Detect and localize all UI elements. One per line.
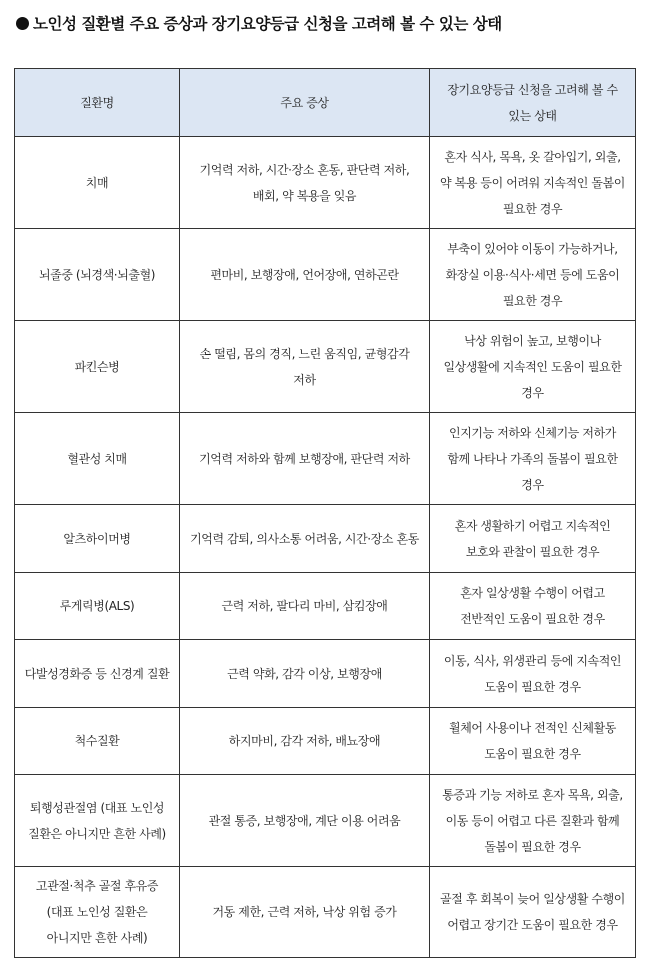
disease-name: 치매 [15, 137, 180, 229]
disease-name: 루게릭병(ALS) [15, 573, 180, 640]
table-row [15, 708, 636, 775]
main-symptoms: 기억력 감퇴, 의사소통 어려움, 시간·장소 혼동 [180, 505, 430, 573]
care-condition: 골절 후 회복이 늦어 일상생활 수행이 어렵고 장기간 도움이 필요한 경우 [430, 867, 636, 958]
main-symptoms: 손 떨림, 몸의 경직, 느린 움직임, 균형감각 저하 [180, 321, 430, 413]
disease-name: 파킨슨병 [15, 321, 180, 413]
table-row [15, 413, 636, 505]
table-row [15, 137, 636, 229]
table-row [15, 775, 636, 867]
main-symptoms: 거동 제한, 근력 저하, 낙상 위험 증가 [180, 867, 430, 958]
disease-name: 척수질환 [15, 708, 180, 775]
table-row [15, 867, 636, 958]
main-symptoms: 기억력 저하와 함께 보행장애, 판단력 저하 [180, 413, 430, 505]
main-symptoms: 기억력 저하, 시간·장소 혼동, 판단력 저하, 배회, 약 복용을 잊음 [180, 137, 430, 229]
disease-name: 다발성경화증 등 신경계 질환 [15, 640, 180, 708]
main-symptoms: 하지마비, 감각 저하, 배뇨장애 [180, 708, 430, 775]
care-condition: 이동, 식사, 위생관리 등에 지속적인 도움이 필요한 경우 [430, 640, 636, 708]
table-header-row [15, 69, 636, 137]
table-row [15, 321, 636, 413]
page-title-text: 노인성 질환별 주요 증상과 장기요양등급 신청을 고려해 볼 수 있는 상태 [33, 15, 502, 33]
page-title [16, 12, 502, 34]
care-condition: 인지기능 저하와 신체기능 저하가 함께 나타나 가족의 돌봄이 필요한 경우 [430, 413, 636, 505]
disease-table [14, 68, 636, 958]
care-condition: 혼자 식사, 목욕, 옷 갈아입기, 외출, 약 복용 등이 어려워 지속적인 돌봄이 필요한 경우 [430, 137, 636, 229]
table-row [15, 640, 636, 708]
header-symptoms: 주요 증상 [180, 69, 430, 137]
disease-name: 퇴행성관절염 (대표 노인성 질환은 아니지만 흔한 사례) [15, 775, 180, 867]
disease-name: 알츠하이머병 [15, 505, 180, 573]
main-symptoms: 관절 통증, 보행장애, 계단 이용 어려움 [180, 775, 430, 867]
bullet-icon [16, 17, 29, 30]
disease-name: 뇌졸중 (뇌경색·뇌출혈) [15, 229, 180, 321]
main-symptoms: 근력 약화, 감각 이상, 보행장애 [180, 640, 430, 708]
main-symptoms: 편마비, 보행장애, 언어장애, 연하곤란 [180, 229, 430, 321]
care-condition: 부축이 있어야 이동이 가능하거나, 화장실 이용·식사·세면 등에 도움이 필요한 경우 [430, 229, 636, 321]
table-row [15, 573, 636, 640]
disease-name: 혈관성 치매 [15, 413, 180, 505]
care-condition: 낙상 위험이 높고, 보행이나 일상생활에 지속적인 도움이 필요한 경우 [430, 321, 636, 413]
disease-name: 고관절·척추 골절 후유증 (대표 노인성 질환은 아니지만 흔한 사례) [15, 867, 180, 958]
care-condition: 휠체어 사용이나 전적인 신체활동 도움이 필요한 경우 [430, 708, 636, 775]
main-symptoms: 근력 저하, 팔다리 마비, 삼킴장애 [180, 573, 430, 640]
table-row [15, 229, 636, 321]
header-condition: 장기요양등급 신청을 고려해 볼 수 있는 상태 [430, 69, 636, 137]
table-row [15, 505, 636, 573]
header-disease: 질환명 [15, 69, 180, 137]
care-condition: 혼자 생활하기 어렵고 지속적인 보호와 관찰이 필요한 경우 [430, 505, 636, 573]
care-condition: 혼자 일상생활 수행이 어렵고 전반적인 도움이 필요한 경우 [430, 573, 636, 640]
care-condition: 통증과 기능 저하로 혼자 목욕, 외출, 이동 등이 어렵고 다른 질환과 함께 돌봄이 필요한 경우 [430, 775, 636, 867]
